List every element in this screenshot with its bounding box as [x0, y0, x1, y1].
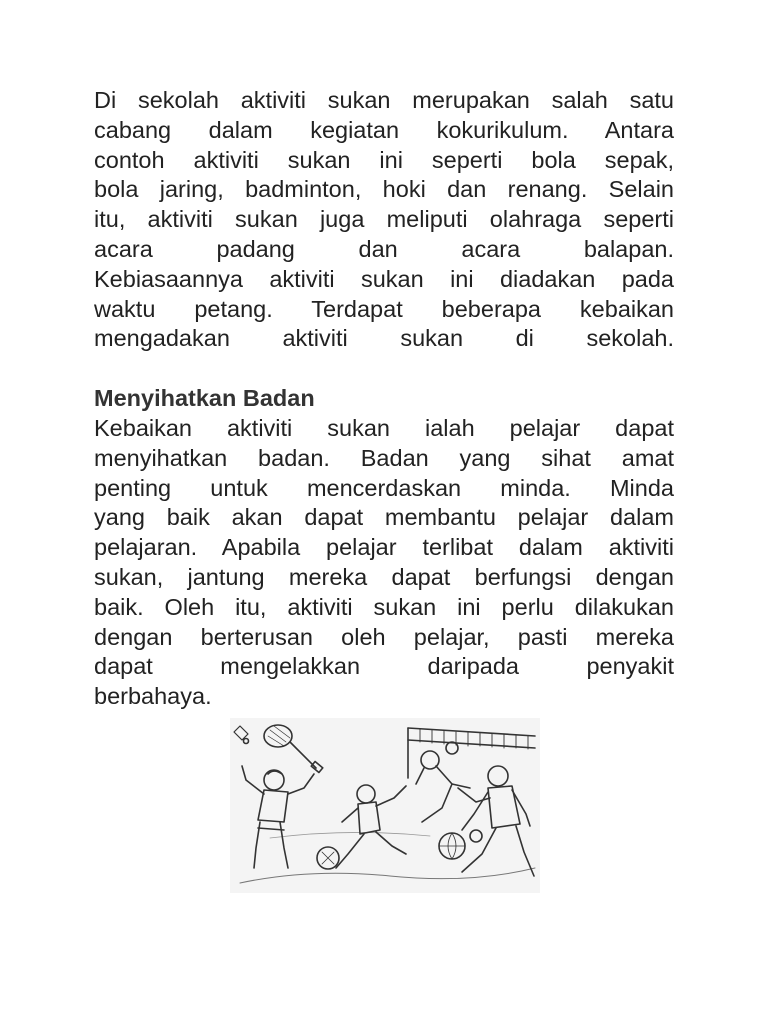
- intro-line: itu, aktiviti sukan juga meliputi olahraga seperti: [94, 206, 674, 233]
- sports-illustration: [230, 718, 540, 893]
- section-line: pelajaran. Apabila pelajar terlibat dalam aktiviti: [94, 534, 674, 561]
- section-line: berbahaya.: [94, 683, 212, 710]
- shuttlecock-icon: [234, 726, 249, 744]
- section-line: dapat mengelakkan daripada penyakit: [94, 653, 674, 680]
- section-line: Kebaikan aktiviti sukan ialah pelajar dapat: [94, 414, 674, 441]
- section-line: menyihatkan badan. Badan yang sihat amat: [94, 444, 674, 471]
- player-volleyball-icon: [416, 742, 490, 822]
- intro-paragraph: [94, 86, 674, 354]
- ball-icon: [470, 830, 482, 842]
- football-icon: [317, 847, 339, 869]
- sports-sketch-svg: [230, 718, 540, 893]
- intro-line: cabang dalam kegiatan kokurikulum. Antara: [94, 116, 674, 143]
- net-icon: [408, 728, 535, 778]
- player-football-icon: [336, 785, 406, 868]
- intro-line: contoh aktiviti sukan ini seperti bola sepak,: [94, 146, 674, 173]
- intro-line: acara padang dan acara balapan.: [94, 235, 674, 262]
- section-line: baik. Oleh itu, aktiviti sukan ini perlu dilakukan: [94, 593, 674, 620]
- intro-line: Di sekolah aktiviti sukan merupakan salah satu: [94, 87, 674, 113]
- document-page: [94, 86, 674, 712]
- section-heading: Menyihatkan Badan: [94, 385, 315, 412]
- intro-line: bola jaring, badminton, hoki dan renang. Selain: [94, 176, 674, 203]
- intro-line: mengadakan aktiviti sukan di sekolah.: [94, 325, 674, 352]
- paragraph-gap: [94, 354, 674, 384]
- player-running-icon: [462, 766, 534, 876]
- section-paragraph: [94, 414, 674, 712]
- section-line: dengan berterusan oleh pelajar, pasti mereka: [94, 623, 674, 650]
- section-line: penting untuk mencerdaskan minda. Minda: [94, 474, 674, 501]
- section-line: sukan, jantung mereka dapat berfungsi dengan: [94, 563, 674, 590]
- player-badminton-icon: [242, 725, 323, 868]
- section-line: yang baik akan dapat membantu pelajar dalam: [94, 504, 674, 531]
- intro-line: waktu petang. Terdapat beberapa kebaikan: [94, 295, 674, 322]
- intro-line: Kebiasaannya aktiviti sukan ini diadakan pada: [94, 265, 674, 292]
- basketball-icon: [439, 833, 465, 859]
